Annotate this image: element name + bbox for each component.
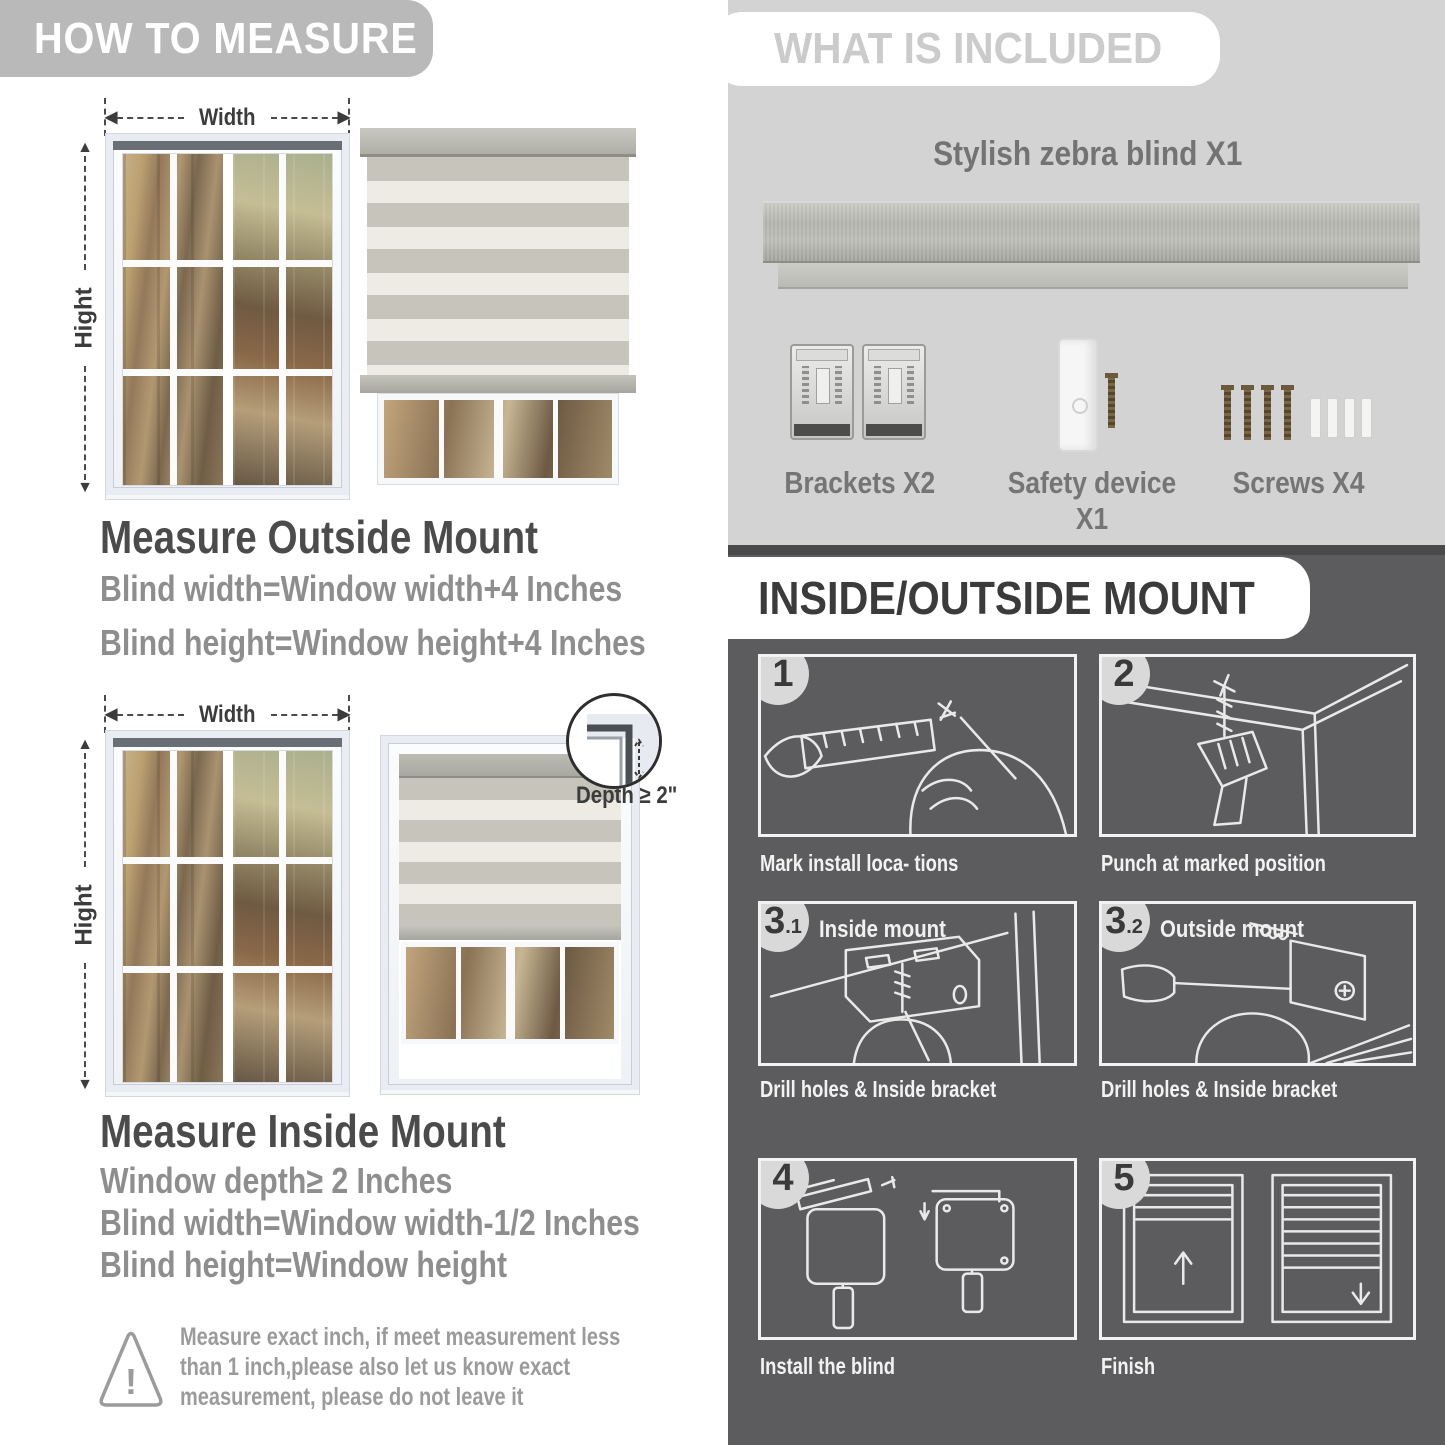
window-sash bbox=[123, 154, 223, 485]
window-top-shadow bbox=[113, 738, 342, 747]
mullion bbox=[560, 947, 565, 1039]
step-panel-4 bbox=[758, 1158, 1077, 1340]
included-blind-label bbox=[763, 135, 1413, 174]
width-dimension-arrow bbox=[105, 701, 350, 729]
measurement-warning-text: Measure exact inch, if meet measurement less than 1 inch,please also let us know exact measurement, please do not leave it bbox=[180, 1323, 621, 1411]
window-glass bbox=[384, 400, 612, 478]
window-sash bbox=[233, 154, 333, 485]
step-5-caption-text: Finish bbox=[1101, 1353, 1156, 1379]
inside-rule-1-text: Window depth≥ 2 Inches bbox=[100, 1160, 453, 1201]
mullion bbox=[506, 947, 515, 1039]
blind-bottom-rail bbox=[360, 375, 636, 393]
width-label: Width bbox=[199, 701, 256, 728]
step-number: 3 bbox=[1105, 901, 1127, 942]
how-to-measure-banner bbox=[0, 0, 433, 77]
inside-mount-heading-text: Measure Inside Mount bbox=[100, 1105, 506, 1157]
width-dimension-arrow bbox=[105, 104, 350, 132]
zebra-blind-outside-mount bbox=[363, 128, 633, 500]
outside-mount-heading-text: Measure Outside Mount bbox=[100, 511, 538, 563]
dash-line bbox=[84, 156, 86, 270]
step-4-caption-text: Install the blind bbox=[760, 1353, 895, 1379]
window-illustration-outside bbox=[105, 133, 350, 500]
width-label: Width bbox=[199, 104, 256, 131]
dimension-tick bbox=[348, 98, 350, 136]
height-dimension-arrow bbox=[72, 140, 98, 496]
arrow-up-icon: ▲ bbox=[77, 139, 93, 156]
outside-mount-heading bbox=[100, 510, 621, 564]
window-sashes bbox=[122, 153, 333, 486]
brackets-label bbox=[760, 465, 960, 501]
step-4-caption bbox=[760, 1353, 929, 1380]
inside-mount-rule-2 bbox=[100, 1202, 743, 1244]
step-5-caption bbox=[1101, 1353, 1169, 1380]
depth-detail-magnifier bbox=[566, 693, 662, 789]
window-corner-detail bbox=[569, 696, 659, 786]
dash-line bbox=[271, 714, 338, 716]
window-sash bbox=[123, 751, 223, 1082]
mount-section-top-strip bbox=[728, 545, 1445, 555]
step-3-2-title bbox=[1160, 916, 1329, 944]
dash-line bbox=[117, 714, 184, 716]
svg-text:!: ! bbox=[125, 1361, 137, 1402]
window-sash bbox=[233, 751, 333, 1082]
wall-anchor-image bbox=[1327, 398, 1338, 438]
window-top-shadow bbox=[113, 141, 342, 150]
screw-image bbox=[1284, 390, 1291, 440]
inside-mount-heading bbox=[100, 1104, 583, 1158]
window-below-blind bbox=[377, 393, 619, 485]
wall-anchor-image bbox=[1344, 398, 1355, 438]
height-dimension-arrow bbox=[72, 737, 98, 1093]
mullion bbox=[494, 400, 503, 478]
height-label: Hight bbox=[71, 287, 98, 349]
dimension-tick bbox=[104, 98, 106, 136]
dash-line bbox=[117, 117, 184, 119]
dash-line bbox=[84, 963, 86, 1077]
step-number-sub: .1 bbox=[785, 916, 802, 938]
height-label: Hight bbox=[71, 884, 98, 946]
step-1-caption bbox=[760, 850, 1008, 877]
step-4-illustration bbox=[761, 1161, 1074, 1337]
window-glass bbox=[406, 947, 614, 1039]
inside-outside-mount-banner bbox=[728, 557, 1310, 639]
window-below-blind bbox=[401, 942, 619, 1044]
blind-zebra-stripes bbox=[367, 157, 629, 375]
step-3-2-caption bbox=[1101, 1076, 1396, 1103]
screw-image bbox=[1244, 390, 1251, 440]
arrow-left-icon: ◀ bbox=[105, 109, 118, 126]
step-1-illustration bbox=[761, 657, 1074, 834]
arrow-up-icon: ▲ bbox=[77, 736, 93, 753]
screw-image bbox=[1108, 378, 1115, 428]
step-number: 4 bbox=[772, 1158, 794, 1199]
step-5-illustration bbox=[1102, 1161, 1413, 1337]
outside-rule-2-text: Blind height=Window height+4 Inches bbox=[100, 622, 646, 663]
outside-rule-1-text: Blind width=Window width+4 Inches bbox=[100, 568, 623, 609]
mullion bbox=[456, 947, 461, 1039]
step-panel-2 bbox=[1099, 654, 1416, 837]
window-sashes bbox=[122, 750, 333, 1083]
blind-label-text: Stylish zebra blind X1 bbox=[933, 135, 1243, 173]
dash-line bbox=[271, 117, 338, 119]
what-is-included-banner bbox=[712, 12, 1220, 86]
inside-rule-3-text: Blind height=Window height bbox=[100, 1244, 508, 1285]
outside-mount-rule-2 bbox=[100, 622, 750, 664]
mullion bbox=[553, 400, 558, 478]
inside-mount-rule-1 bbox=[100, 1160, 519, 1202]
step-2-illustration bbox=[1102, 657, 1413, 834]
dimension-tick bbox=[348, 695, 350, 733]
step-number: 2 bbox=[1113, 654, 1135, 695]
mullion bbox=[439, 400, 444, 478]
outside-mount-rule-1 bbox=[100, 568, 722, 610]
screw-image bbox=[1264, 390, 1271, 440]
inside-rule-2-text: Blind width=Window width-1/2 Inches bbox=[100, 1202, 640, 1243]
safety-device-label-text: Safety device X1 bbox=[1007, 465, 1177, 536]
arrow-down-icon: ▼ bbox=[77, 479, 93, 496]
step-panel-3-2 bbox=[1099, 901, 1416, 1066]
arrow-right-icon: ▶ bbox=[337, 109, 351, 126]
step-panel-1 bbox=[758, 654, 1077, 837]
step-number: 5 bbox=[1113, 1158, 1135, 1199]
step-number: 3 bbox=[764, 901, 786, 942]
step-number: 1 bbox=[772, 654, 794, 695]
step-2-caption-text: Punch at marked position bbox=[1101, 850, 1326, 876]
dimension-tick bbox=[104, 695, 106, 733]
bracket-image bbox=[790, 344, 854, 440]
bracket-image bbox=[862, 344, 926, 440]
step-3-1-title bbox=[819, 916, 968, 944]
warning-triangle-icon bbox=[96, 1328, 166, 1412]
step-3-1-caption bbox=[760, 1076, 1055, 1103]
step-3-2-caption-text: Drill holes & Inside bracket bbox=[1101, 1076, 1338, 1102]
step-panel-5 bbox=[1099, 1158, 1416, 1340]
step-2-caption bbox=[1101, 850, 1382, 877]
dash-line bbox=[84, 753, 86, 867]
depth-requirement-label bbox=[576, 782, 695, 810]
step-number-sub: .2 bbox=[1126, 916, 1143, 938]
inside-mount-rule-3 bbox=[100, 1244, 585, 1286]
depth-label-text: Depth ≥ 2" bbox=[576, 782, 678, 809]
dash-line bbox=[84, 366, 86, 480]
safety-device-image bbox=[1058, 338, 1098, 452]
step-3-2-title-text: Outside mount bbox=[1160, 916, 1304, 943]
inside-outside-mount-title: INSIDE/OUTSIDE MOUNT bbox=[758, 572, 1255, 624]
safety-device-label bbox=[972, 465, 1212, 537]
how-to-measure-title: HOW TO MEASURE bbox=[34, 14, 418, 63]
wall-anchor-image bbox=[1361, 398, 1372, 438]
screw-image bbox=[1224, 390, 1231, 440]
window-illustration-inside bbox=[105, 730, 350, 1097]
zebra-blind-headrail-image bbox=[763, 201, 1420, 261]
screws-label bbox=[1209, 465, 1389, 501]
step-3-1-title-text: Inside mount bbox=[819, 916, 946, 943]
step-panel-3-1 bbox=[758, 901, 1077, 1066]
step-1-caption-text: Mark install loca- tions bbox=[760, 850, 959, 876]
screws-label-text: Screws X4 bbox=[1233, 465, 1365, 500]
blind-cassette bbox=[360, 128, 636, 157]
step-3-1-caption-text: Drill holes & Inside bracket bbox=[760, 1076, 997, 1102]
zebra-blind-underrail-image bbox=[778, 263, 1408, 287]
arrow-down-icon: ▼ bbox=[77, 1076, 93, 1093]
wall-anchor-image bbox=[1310, 398, 1321, 438]
arrow-left-icon: ◀ bbox=[105, 706, 118, 723]
arrow-right-icon: ▶ bbox=[337, 706, 351, 723]
brackets-label-text: Brackets X2 bbox=[784, 465, 936, 500]
blind-bottom-rail bbox=[399, 926, 621, 940]
what-is-included-title: WHAT IS INCLUDED bbox=[774, 24, 1163, 73]
